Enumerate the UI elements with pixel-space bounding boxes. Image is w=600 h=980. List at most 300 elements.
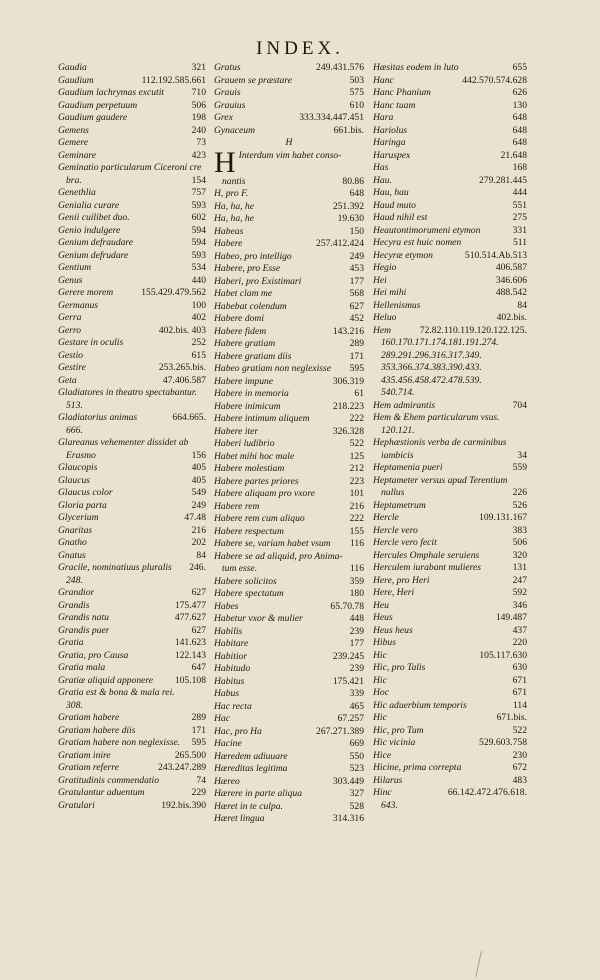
entry-term: Habere fidem [214, 325, 267, 337]
entry-page-refs: 405 [191, 474, 206, 486]
entry-term: Gratiæ aliquid apponere [58, 674, 154, 686]
entry-term: Hicine, prima correpta [373, 762, 462, 773]
entry-term: Genium defraudare [58, 237, 134, 248]
index-entry [214, 563, 364, 576]
entry-page-refs: 442.570.574.628 [462, 74, 527, 86]
index-entry [373, 287, 527, 300]
entry-term: Hercle vero fecit [373, 537, 437, 548]
index-entry [58, 100, 206, 113]
entry-page-refs: 116 [349, 563, 364, 574]
index-entry [373, 562, 527, 575]
entry-term: Here, Heri [373, 587, 415, 598]
index-entry [214, 663, 364, 676]
index-entry [214, 301, 364, 314]
entry-term: Hem admirantis [373, 399, 436, 411]
entry-term: Hic aduerbium temporis [373, 699, 467, 711]
index-entry [214, 501, 364, 514]
entry-term: Gratulantur aduentum [58, 787, 145, 798]
index-entry [373, 150, 527, 163]
index-entry [58, 662, 206, 675]
index-entry [373, 550, 527, 563]
entry-term: Hegio [373, 262, 397, 273]
index-entry [373, 412, 527, 425]
entry-page-refs: 72.82.110.119.120.122.125. [419, 324, 527, 336]
entry-term: Glycerium [58, 512, 99, 523]
index-entry [58, 587, 206, 600]
entry-page-refs: 757 [191, 187, 206, 198]
entry-term: Hæreditas legitima [214, 763, 288, 774]
index-entry [58, 125, 206, 138]
entry-term: Glaucopis [58, 462, 98, 473]
entry-term: Genii cuilibet duo. [58, 212, 130, 223]
index-entry [214, 488, 364, 501]
entry-page-refs: 289 [349, 338, 364, 349]
index-entry [58, 387, 206, 400]
index-entry [58, 212, 206, 225]
entry-term: Grauem se præstare [214, 74, 292, 86]
entry-term: Grandis natu [58, 612, 109, 623]
index-entry [58, 262, 206, 275]
index-entry [373, 225, 527, 238]
entry-page-refs: 448 [349, 613, 364, 624]
entry-page-refs: 626 [512, 87, 527, 98]
index-entry [373, 650, 527, 663]
entry-page-refs: 168 [512, 162, 527, 173]
index-entry [214, 526, 364, 539]
entry-term: Gratia mala [58, 662, 106, 673]
index-entry [214, 351, 364, 364]
entry-page-refs: 551 [512, 199, 527, 211]
entry-term: Grandis puer [58, 624, 110, 636]
entry-page-refs: 321 [191, 62, 206, 73]
entry-term: Hæreo [214, 775, 240, 787]
entry-term: Genium defrudare [58, 249, 129, 261]
entry-page-refs: 249 [191, 499, 206, 511]
entry-page-refs: 523 [349, 763, 364, 774]
entry-page-refs: 453 [349, 263, 364, 274]
index-entry [373, 762, 527, 775]
entry-page-refs: 559 [512, 462, 527, 473]
index-entry [373, 337, 527, 350]
entry-term: Habitare [214, 638, 249, 649]
entry-term: Gladiatorius animus [58, 412, 138, 423]
entry-page-refs: 212 [349, 463, 364, 474]
entry-page-refs: 627 [349, 300, 364, 312]
index-entry [373, 200, 527, 213]
index-entry [58, 650, 206, 663]
index-entry [214, 788, 364, 801]
entry-term: Habere respectum [214, 525, 284, 537]
index-entry [58, 550, 206, 563]
index-entry [214, 451, 364, 464]
index-column-1 [58, 62, 206, 812]
entry-term: Gloria parta [58, 499, 107, 511]
entry-term: Habere gratiam [214, 338, 276, 349]
entry-term: Genus [58, 274, 83, 286]
index-entry [373, 800, 527, 813]
index-entry [214, 401, 364, 414]
entry-term: Gemens [58, 124, 89, 136]
entry-term: Habetur vxor & mulier [214, 613, 303, 624]
entry-page-refs: 150 [349, 225, 364, 237]
index-entry [214, 438, 364, 451]
index-entry [373, 387, 527, 400]
entry-page-refs: 346.606 [495, 274, 527, 286]
entry-page-refs: 101 [349, 488, 364, 499]
index-entry [373, 750, 527, 763]
entry-page-refs: 326.328 [332, 425, 364, 437]
entry-term: Grandior [58, 587, 95, 598]
entry-term: Habere se, variam habet vsum [214, 538, 331, 549]
entry-page-refs: 444 [512, 187, 527, 198]
index-entry [373, 312, 527, 325]
entry-page-refs: 648 [512, 124, 527, 136]
entry-term: nantis [222, 175, 246, 187]
entry-page-refs: 66.142.472.476.618. [447, 787, 527, 798]
entry-page-refs: 627 [191, 587, 206, 598]
entry-page-refs: 314.316 [332, 813, 364, 824]
entry-page-refs: 488.542 [495, 287, 527, 298]
index-entry [58, 512, 206, 525]
entry-page-refs: 528 [349, 800, 364, 812]
index-entry [214, 751, 364, 764]
entry-term: Gratiam inire [58, 749, 111, 761]
entry-page-refs: 405 [191, 462, 206, 473]
entry-page-refs: 114 [512, 699, 527, 711]
index-entry [58, 600, 206, 613]
entry-page-refs: 672 [512, 762, 527, 773]
index-entry [214, 87, 364, 100]
index-entry [214, 125, 364, 138]
entry-term: Habere iter [214, 425, 259, 437]
index-entry [58, 400, 206, 413]
entry-term: Gaudium gaudere [58, 112, 128, 123]
entry-term: Gaudium [58, 74, 94, 86]
entry-page-refs: 406.587 [495, 262, 527, 273]
entry-page-refs: 627 [191, 624, 206, 636]
dropcap-letter: H [214, 145, 236, 179]
entry-term: Here, pro Heri [373, 574, 430, 586]
entry-term: Habere inimicum [214, 400, 281, 412]
entry-term: Haud nihil est [373, 212, 428, 223]
index-entry [58, 725, 206, 738]
entry-term: Hæsitas eodem in luto [373, 62, 459, 73]
index-entry [373, 450, 527, 463]
entry-page-refs: 19.630 [337, 213, 364, 224]
entry-page-refs: 155.429.479.562 [141, 287, 206, 298]
entry-term: Hac recta [214, 700, 252, 712]
index-entry [373, 137, 527, 150]
index-entry [214, 513, 364, 526]
entry-term: Habitior [214, 650, 248, 662]
index-entry [58, 450, 206, 463]
entry-page-refs: 630 [512, 662, 527, 673]
entry-term: Gladiatores in theatro spectabantur. [58, 387, 197, 398]
dropcap-entry [214, 145, 342, 179]
index-entry [214, 313, 364, 326]
index-entry [58, 337, 206, 350]
index-entry [373, 350, 527, 363]
index-entry [214, 238, 364, 251]
entry-term: Habeo gratiam non neglexisse [214, 363, 331, 374]
entry-term: Habere spectatum [214, 588, 284, 599]
entry-term: Hephæstionis verba de carminibus [373, 437, 507, 448]
entry-term: Gynaceum [214, 124, 256, 136]
index-entry [373, 525, 527, 538]
entry-term: Gratitudinis commendatio [58, 774, 159, 786]
entry-term: Germanus [58, 299, 98, 311]
entry-page-refs: 267.271.389 [316, 725, 364, 737]
entry-page-refs: 602 [191, 212, 206, 223]
index-entry [214, 326, 364, 339]
entry-page-refs: 251.392 [332, 200, 364, 212]
entry-page-refs: 610 [349, 99, 364, 111]
index-entry [373, 687, 527, 700]
entry-term: Habere gratiam diis [214, 350, 292, 362]
entry-page-refs: 465 [349, 700, 364, 712]
index-entry [373, 125, 527, 138]
index-entry [214, 476, 364, 489]
index-entry [373, 637, 527, 650]
entry-term: Herculem iurabant mulieres [373, 562, 481, 573]
index-entry [373, 737, 527, 750]
entry-term: Habitudo [214, 663, 251, 674]
entry-term: 353.366.374.383.390.433. [381, 362, 482, 373]
entry-term: Hecyra est huic nomen [373, 237, 462, 248]
index-entry [214, 701, 364, 714]
entry-term: Gaudium lachrymas excutit [58, 87, 165, 98]
index-entry [373, 325, 527, 338]
index-entry [58, 675, 206, 688]
entry-term: Hac, pro Ha [214, 725, 262, 737]
index-entry [214, 426, 364, 439]
entry-page-refs: 74 [196, 774, 206, 786]
index-entry [214, 638, 364, 651]
index-entry [214, 100, 364, 113]
entry-page-refs: 252 [191, 337, 206, 348]
index-entry [58, 762, 206, 775]
entry-term: Habere, pro Esse [214, 263, 281, 274]
entry-page-refs: 246. [189, 562, 206, 573]
entry-page-refs: 73 [196, 137, 206, 148]
entry-page-refs: 440 [191, 274, 206, 286]
index-entry [58, 75, 206, 88]
entry-page-refs: 180 [349, 588, 364, 599]
entry-page-refs: 511 [512, 237, 527, 248]
entry-page-refs: 249 [349, 250, 364, 262]
index-entry [58, 712, 206, 725]
entry-term: 643. [381, 799, 398, 811]
index-entry [58, 775, 206, 788]
entry-page-refs: 327 [349, 788, 364, 799]
entry-term: Gratiam referre [58, 762, 119, 773]
index-entry [373, 175, 527, 188]
index-entry [214, 651, 364, 664]
entry-term: Hau, hau [373, 187, 409, 198]
section-letter-text: H [285, 137, 293, 148]
entry-term: Habitus [214, 675, 245, 687]
entry-page-refs: 594 [191, 237, 206, 248]
entry-page-refs: 171 [191, 724, 206, 736]
index-entry [373, 587, 527, 600]
entry-page-refs: 116 [349, 538, 364, 549]
entry-term: Hinc [373, 787, 392, 798]
entry-term: Hic, pro Talis [373, 662, 426, 673]
index-entry [373, 775, 527, 788]
entry-page-refs: 503 [349, 74, 364, 86]
entry-term: Ha, ha, he [214, 200, 254, 212]
entry-term: tum esse. [222, 563, 258, 574]
entry-page-refs: 289 [191, 712, 206, 723]
entry-term: Heluo [373, 312, 397, 323]
entry-term: Heu [373, 599, 389, 611]
entry-page-refs: 594 [191, 224, 206, 236]
index-entry [214, 226, 364, 239]
entry-term: 666. [66, 424, 83, 436]
entry-term: Glaucus [58, 474, 90, 486]
entry-term: Hariolus [373, 124, 408, 136]
entry-term: Habes [214, 600, 239, 612]
index-entry [58, 250, 206, 263]
index-entry [373, 537, 527, 550]
entry-term: H, pro F. [214, 188, 249, 199]
index-entry [373, 100, 527, 113]
index-entry [58, 175, 206, 188]
index-entry [58, 437, 206, 450]
entry-page-refs: 550 [349, 750, 364, 762]
index-entry [373, 437, 527, 450]
entry-page-refs: 275 [512, 212, 527, 223]
entry-page-refs: 131 [512, 562, 527, 573]
entry-page-refs: 216 [191, 524, 206, 536]
entry-page-refs: 243.247.289 [158, 762, 206, 773]
entry-term: Hercules Omphale seruiens [373, 549, 480, 561]
entry-page-refs: 593 [191, 199, 206, 211]
index-entry [58, 412, 206, 425]
entry-page-refs: 402.bis. 403 [158, 324, 206, 336]
entry-term: Glareanus vehementer dissidet ab [58, 437, 189, 448]
index-entry [373, 712, 527, 725]
entry-page-refs: 615 [191, 349, 206, 361]
index-entry [373, 250, 527, 263]
index-entry [58, 112, 206, 125]
entry-page-refs: 402.bis. [496, 312, 527, 323]
entry-term: Habere molestiam [214, 463, 285, 474]
entry-term: Habebat colendum [214, 300, 287, 312]
index-entry [58, 162, 206, 175]
entry-page-refs: 177 [349, 638, 364, 649]
entry-term: Heus [373, 612, 393, 623]
entry-page-refs: 141.623 [174, 637, 206, 648]
entry-page-refs: 149.487 [495, 612, 527, 623]
entry-term: Habus [214, 688, 240, 699]
entry-page-refs: 549 [191, 487, 206, 498]
entry-page-refs: 265.500 [174, 749, 206, 761]
entry-page-refs: 105.108 [174, 674, 206, 686]
entry-page-refs: 383 [512, 524, 527, 536]
entry-term: Hercle vero [373, 524, 418, 536]
entry-page-refs: 423 [191, 149, 206, 161]
entry-page-refs: 477.627 [174, 612, 206, 623]
entry-term: Heus heus [373, 624, 413, 636]
entry-term: Gratiam habere [58, 712, 120, 723]
index-entry [373, 237, 527, 250]
entry-term: Gaudia [58, 62, 87, 73]
entry-term: iambicis [381, 449, 414, 461]
entry-term: Hic, pro Tum [373, 724, 424, 736]
entry-term: Heptamenia pueri [373, 462, 443, 473]
entry-page-refs: 143.216 [332, 325, 364, 337]
index-entry [214, 376, 364, 389]
entry-page-refs: 526 [512, 499, 527, 511]
entry-page-refs: 510.514.Ab.513 [464, 249, 527, 261]
entry-page-refs: 534 [191, 262, 206, 273]
index-entry [373, 62, 527, 75]
entry-term: Habere partes priores [214, 475, 299, 487]
index-entry [214, 763, 364, 776]
index-entry [373, 400, 527, 413]
entry-page-refs: 346 [512, 599, 527, 611]
index-entry [373, 300, 527, 313]
index-entry [58, 700, 206, 713]
entry-page-refs: 247 [512, 574, 527, 586]
index-entry [214, 188, 364, 201]
entry-term: Habere se ad aliquid, pro Anima- [214, 550, 343, 562]
index-entry [373, 87, 527, 100]
index-entry [58, 750, 206, 763]
entry-term: Haringa [373, 137, 406, 148]
entry-term: Gnatus [58, 549, 86, 561]
index-entry [58, 575, 206, 588]
index-entry [58, 150, 206, 163]
entry-term: Haruspex [373, 149, 411, 161]
entry-page-refs: 279.281.445 [479, 174, 527, 186]
index-entry [373, 725, 527, 738]
index-entry [58, 737, 206, 750]
index-entry [58, 312, 206, 325]
entry-page-refs: 402 [191, 312, 206, 323]
entry-page-refs: 320 [512, 549, 527, 561]
entry-term: Habere in memoria [214, 388, 289, 399]
entry-term: Gentium [58, 262, 92, 273]
entry-page-refs: 648 [512, 112, 527, 123]
entry-term: Hac [214, 713, 230, 724]
index-entry [214, 75, 364, 88]
entry-page-refs: 333.334.447.451 [299, 112, 364, 123]
entry-term: Hanc [373, 74, 394, 86]
index-entry [214, 726, 364, 739]
entry-page-refs: 575 [349, 87, 364, 98]
index-entry [214, 251, 364, 264]
index-entry [58, 375, 206, 388]
entry-page-refs: 67.257 [337, 713, 364, 724]
entry-page-refs: 483 [512, 774, 527, 786]
index-entry [214, 338, 364, 351]
entry-page-refs: 655 [512, 62, 527, 73]
entry-page-refs: 253.265.bis. [158, 362, 206, 373]
index-entry [214, 576, 364, 589]
entry-page-refs: 506 [512, 537, 527, 548]
entry-page-refs: 130 [512, 99, 527, 111]
index-entry [214, 363, 364, 376]
entry-page-refs: 648 [349, 188, 364, 199]
entry-term: Hoc [373, 687, 389, 698]
entry-page-refs: 198 [191, 112, 206, 123]
index-entry [58, 525, 206, 538]
entry-page-refs: 671.bis. [496, 712, 527, 723]
entry-term: Gestare in oculis [58, 337, 124, 348]
entry-term: 513. [66, 399, 83, 411]
